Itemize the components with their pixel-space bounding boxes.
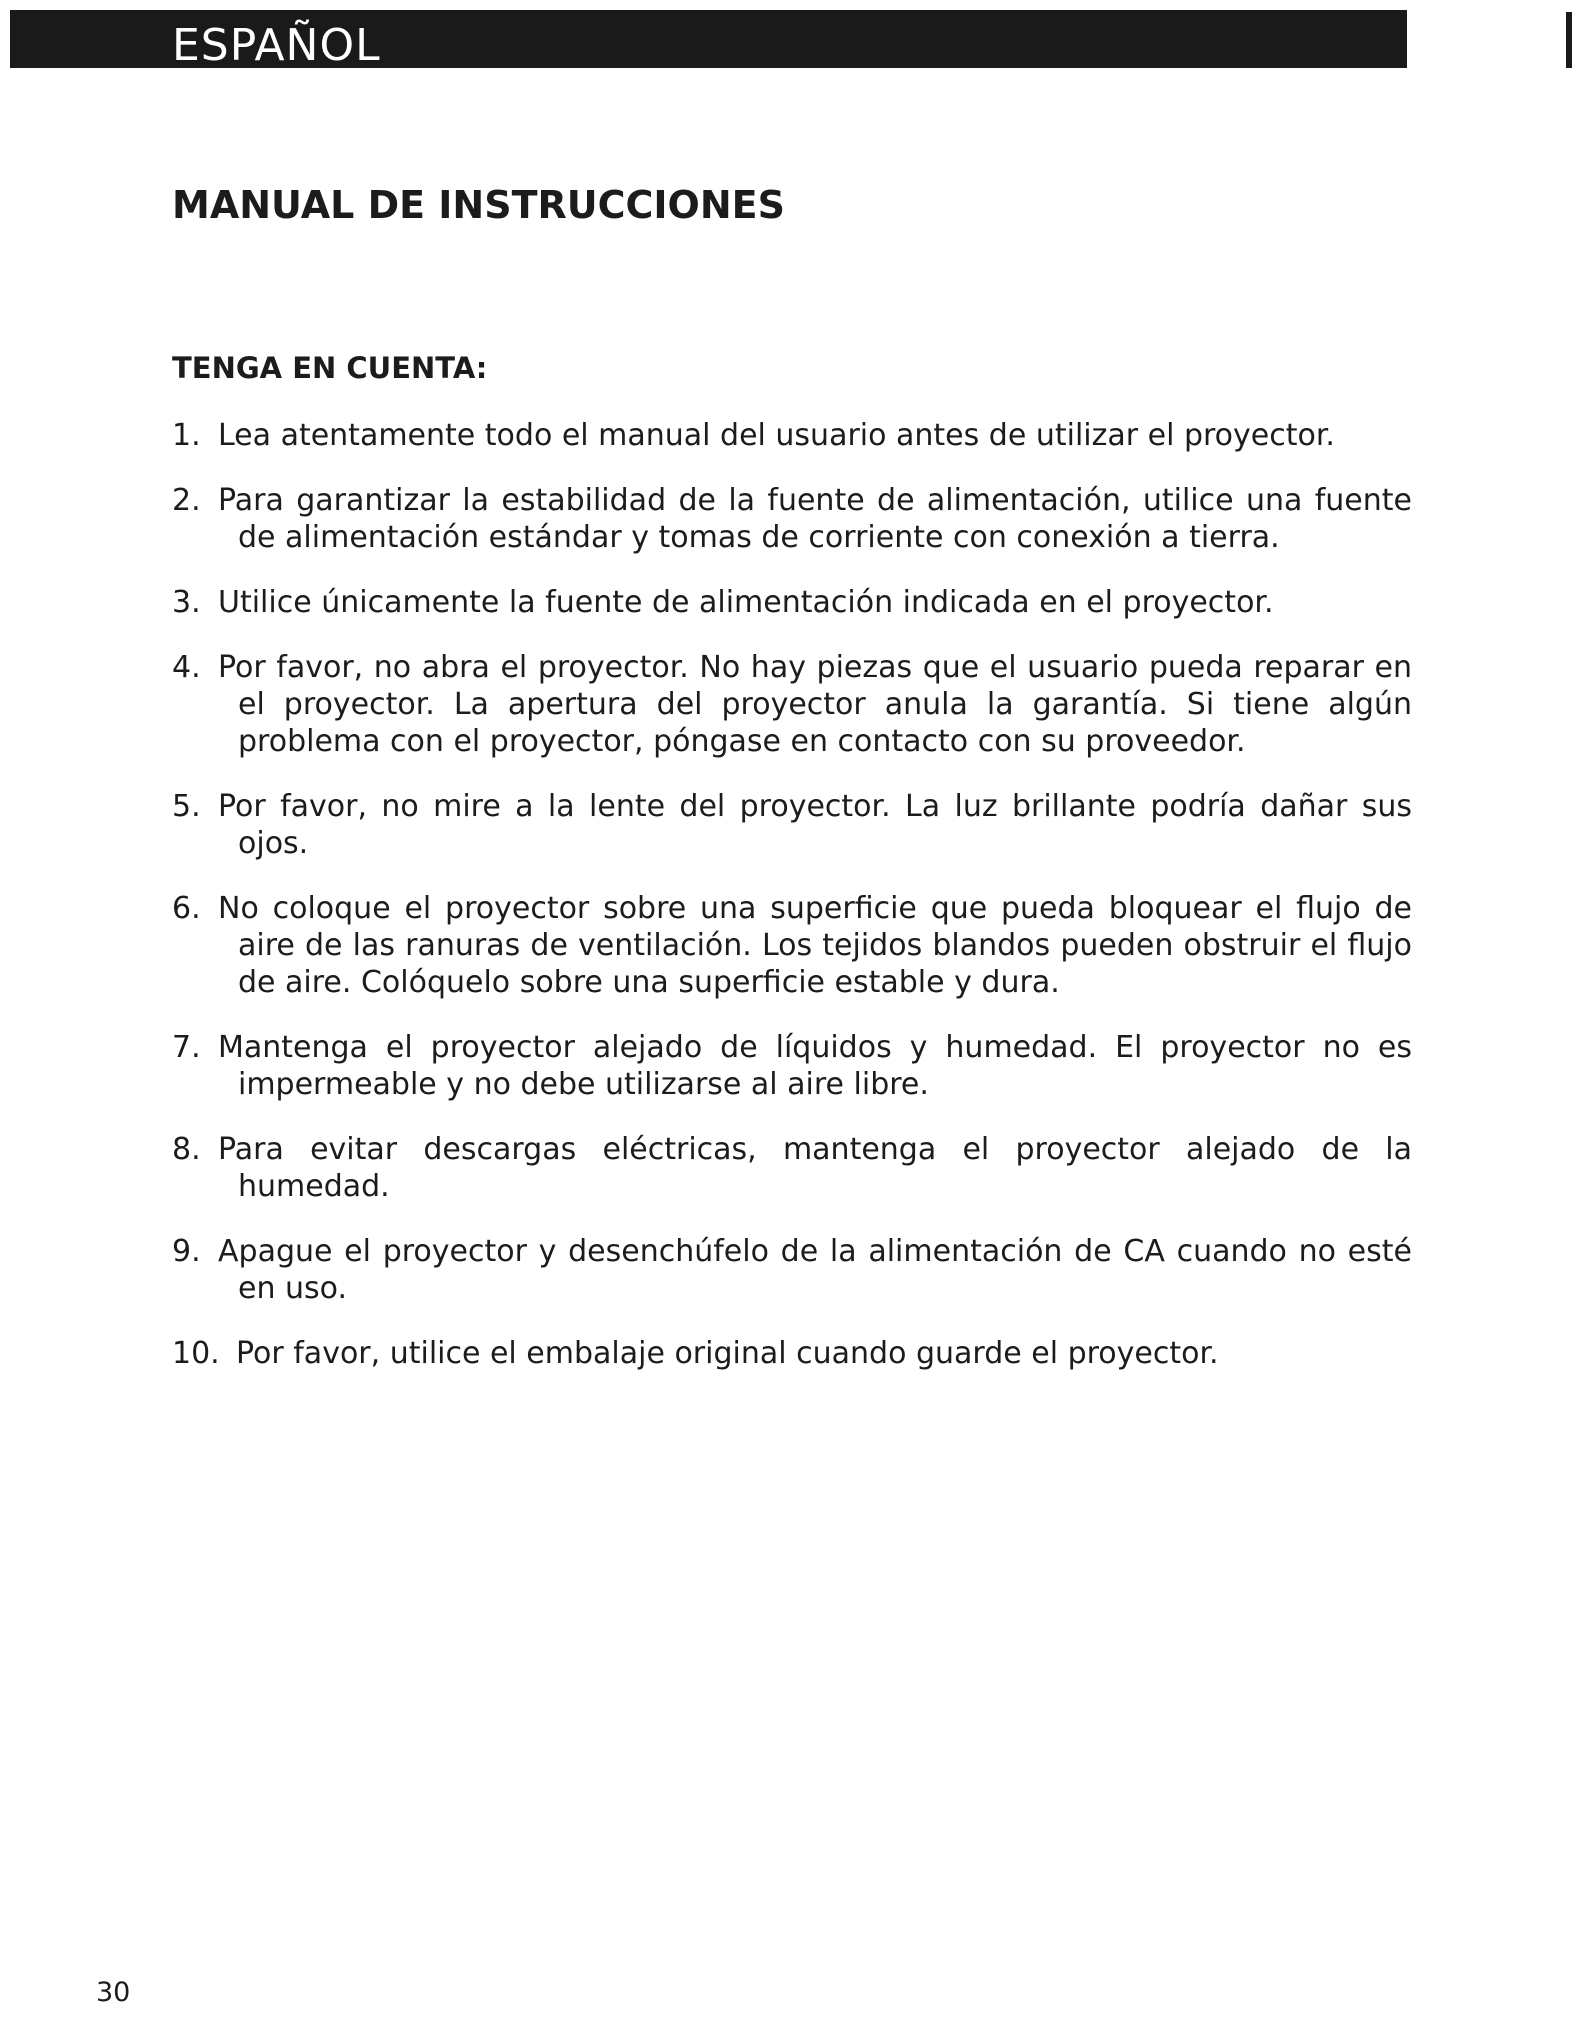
list-item — [172, 1131, 1412, 1205]
page-title: MANUAL DE INSTRUCCIONES — [172, 183, 785, 227]
language-header-bar — [10, 10, 1407, 71]
item-number: 3. — [172, 585, 201, 620]
item-number: 4. — [172, 650, 201, 685]
item-text: Utilice únicamente la fuente de alimentación indicada en el proyector. — [218, 585, 1274, 620]
list-item — [172, 417, 1412, 454]
list-item — [172, 1335, 1412, 1372]
item-number: 8. — [172, 1132, 201, 1167]
item-text: Mantenga el proyector alejado de líquidos y humedad. El proyector no es impermeable y no debe utilizarse al aire libre. — [218, 1030, 1412, 1102]
instruction-list — [172, 417, 1412, 1400]
language-label: ESPAÑOL — [172, 20, 381, 71]
list-item — [172, 890, 1412, 1001]
item-text: Por favor, utilice el embalaje original cuando guarde el proyector. — [236, 1336, 1219, 1371]
item-number: 10. — [172, 1336, 220, 1371]
item-number: 9. — [172, 1234, 201, 1269]
item-text: No coloque el proyector sobre una superficie que pueda bloquear el flujo de aire de las ranuras de ventilación. Los tejidos blandos pueden obstruir el flujo de aire. Colóquelo sobre una superficie estable y dura. — [218, 891, 1412, 1000]
list-item — [172, 482, 1412, 556]
item-text: Para evitar descargas eléctricas, mantenga el proyector alejado de la humedad. — [218, 1132, 1412, 1204]
item-text: Por favor, no abra el proyector. No hay piezas que el usuario pueda reparar en el proyector. La apertura del proyector anula la garantía. Si tiene algún problema con el proyector, póngase en contacto con su proveedor. — [218, 650, 1412, 759]
page-edge-marker — [1566, 12, 1572, 68]
item-text: Apague el proyector y desenchúfelo de la alimentación de CA cuando no esté en uso. — [218, 1234, 1412, 1306]
section-heading: TENGA EN CUENTA: — [172, 351, 488, 385]
item-text: Lea atentamente todo el manual del usuario antes de utilizar el proyector. — [218, 418, 1335, 453]
list-item — [172, 788, 1412, 862]
item-text: Por favor, no mire a la lente del proyector. La luz brillante podría dañar sus ojos. — [218, 789, 1412, 861]
item-number: 2. — [172, 483, 201, 518]
list-item — [172, 1029, 1412, 1103]
item-number: 5. — [172, 789, 201, 824]
item-number: 1. — [172, 418, 201, 453]
item-number: 7. — [172, 1030, 201, 1065]
item-number: 6. — [172, 891, 201, 926]
item-text: Para garantizar la estabilidad de la fuente de alimentación, utilice una fuente de alimentación estándar y tomas de corriente con conexión a tierra. — [218, 483, 1412, 555]
list-item — [172, 1233, 1412, 1307]
list-item — [172, 649, 1412, 760]
page-number: 30 — [96, 1977, 131, 2008]
list-item — [172, 584, 1412, 621]
